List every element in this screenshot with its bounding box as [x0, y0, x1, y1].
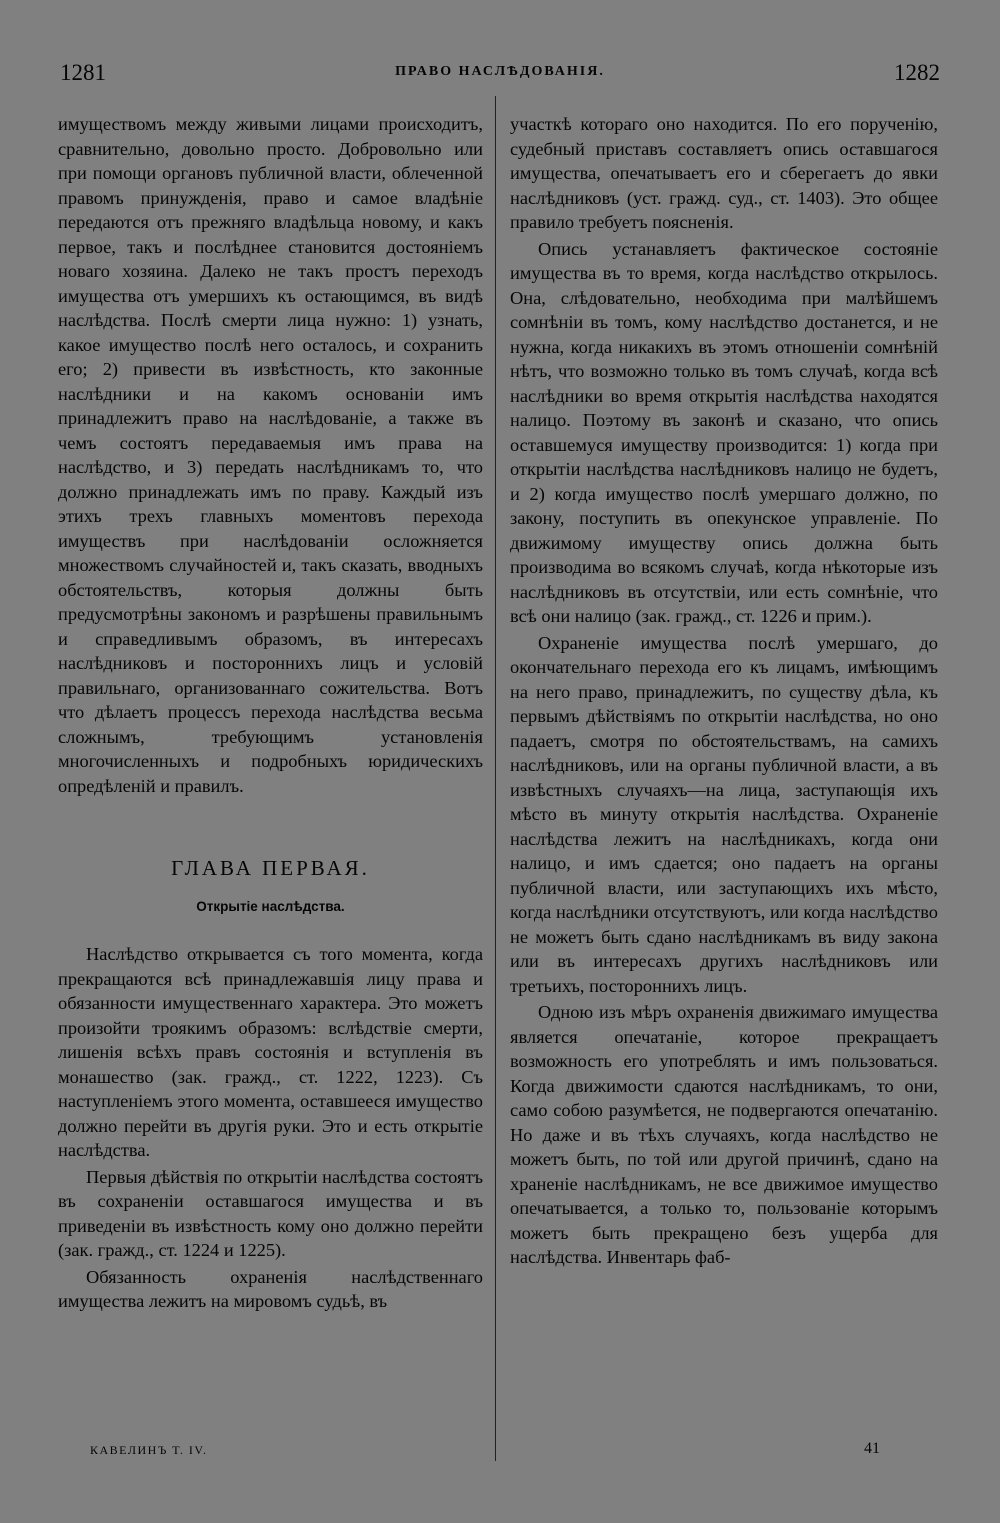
- chapter-subtitle: Открытіе наслѣдства.: [196, 899, 345, 914]
- left-paragraph-2: Наслѣдство открывается съ того момента, когда прекращаются всѣ принадлежавшія лицу права и обязанности имущественнаго характера. Это можетъ произойти троякимъ образомъ: вслѣдствіе смерти, лишенія всѣхъ правъ состоянія и вступленія въ монашество (зак. гражд., ст. 1222, 1223). Съ наступленіемъ этого момента, оставшееся имущество должно перейти въ другія руки. Это и есть открытіе наслѣдства.: [58, 944, 483, 1160]
- page-header: [60, 60, 940, 90]
- running-title: ПРАВО НАСЛѢДОВАНІЯ.: [395, 64, 605, 79]
- left-paragraph-4: Обязанность охраненія наслѣдственнаго имущества лежитъ на мировомъ судьѣ, въ: [58, 1266, 483, 1311]
- sheet-number: 41: [864, 1440, 880, 1457]
- right-paragraph-1: участкѣ котораго оно находится. По его порученію, судебный приставъ составляетъ опись оставшагося имущества, опечатываетъ его и сберегаетъ до явки наслѣдниковъ (уст. гражд. суд., ст. 1403). Это общее правило требуетъ поясненія.: [510, 114, 938, 232]
- right-paragraph-2: Опись устанавляетъ фактическое состояніе имущества въ то время, когда наслѣдство открылось. Она, слѣдовательно, необходима при малѣйшемъ сомнѣніи въ томъ, кому наслѣдство достанется, и не нужна, когда никакихъ въ этомъ отношеніи сомнѣній нѣтъ, что возможно только въ томъ случаѣ, когда всѣ наслѣдники во время открытія наслѣдства находятся налицо. Поэтому въ законѣ и сказано, что опись оставшемуся имуществу производится: 1) когда при открытіи наслѣдства наслѣдниковъ налицо не будетъ, и 2) когда имущество послѣ умершаго должно, по закону, поступить въ опекунское управленіе. По движимому имуществу опись должна быть производима во всякомъ случаѣ, когда нѣкоторые изъ наслѣдниковъ въ отсутствіи, или есть сомнѣніе, что всѣ они налицо (зак. гражд., ст. 1226 и прим.).: [510, 238, 938, 626]
- chapter-title: ГЛАВА ПЕРВАЯ.: [171, 856, 370, 880]
- page-footer: [90, 1440, 880, 1463]
- left-page-number: 1281: [60, 60, 106, 85]
- signature-mark: КАВЕЛИНЪ Т. IV.: [90, 1443, 208, 1457]
- left-paragraph-3: Первыя дѣйствія по открытіи наслѣдства состоятъ въ сохраненіи оставшагося имущества и въ приведеніи въ извѣстность кому оно должно перейти (зак. гражд., ст. 1224 и 1225).: [58, 1166, 483, 1260]
- right-paragraph-3: Охраненіе имущества послѣ умершаго, до окончательнаго перехода его къ лицамъ, имѣющимъ на него право, принадлежитъ, по существу дѣла, къ первымъ дѣйствіямъ по открытіи наслѣдства, но оно падаетъ, смотря по обстоятельствамъ, на самихъ наслѣдниковъ, или на органы публичной власти, а въ извѣстныхъ случаяхъ—на лица, заступающія ихъ мѣсто въ минуту открытія наслѣдства. Охраненіе наслѣдства лежитъ на наслѣдникахъ, когда они налицо, и имъ сдается; оно падаетъ на органы публичной власти, или заступающихъ ихъ мѣсто, когда наслѣдники отсутствуютъ, или когда наслѣдство не можетъ быть сдано наслѣдникамъ въ виду закона или въ интересахъ другихъ наслѣдниковъ или третьихъ, постороннихъ лицъ.: [510, 632, 939, 996]
- left-column: [58, 112, 483, 1316]
- right-paragraph-4: Одною изъ мѣръ охраненія движимаго имущества является опечатаніе, которое прекращаетъ возможность его употреблять и имъ пользоваться. Когда движимости сдаются наслѣдникамъ, то они, само собою разумѣется, не подвергаются опечатанію. Но даже и въ тѣхъ случаяхъ, когда наслѣдство не можетъ быть, по той или другой причинѣ, сдано на храненіе наслѣдникамъ, не все движимое имущество опечатывается, а только то, пользованіе которымъ можетъ быть прекращено безъ ущерба для наслѣдства. Инвентарь фаб-: [510, 1002, 938, 1267]
- left-paragraph-1: имуществомъ между живыми лицами происходитъ, сравнительно, довольно просто. Добровольно или при помощи органовъ публичной власти, облеченной правомъ принужденія, право и самое владѣніе передаются отъ прежняго владѣльца новому, и какъ первое, такъ и послѣднее становится достояніемъ новаго хозяина. Далеко не такъ простъ переходъ имущества отъ умершихъ къ остающимся, въ видѣ наслѣдства. Послѣ смерти лица нужно: 1) узнать, какое имущество послѣ него осталось, и сохранить его; 2) привести въ извѣстность, кто законные наслѣдники и на какомъ основаніи имъ принадлежитъ право на наслѣдованіе, а также въ чемъ состоятъ передаваемыя имъ права на наслѣдство, и 3) передать наслѣдникамъ то, что должно принадлежать имъ по праву. Каждый изъ этихъ трехъ главныхъ моментовъ перехода имуществъ при наслѣдованіи осложняется множествомъ случайностей и, такъ сказать, вводныхъ обстоятельствъ, которыя должны быть предусмотрѣны закономъ и разрѣшены правильнымъ и справедливымъ образомъ, въ интересахъ наслѣдниковъ и постороннихъ лицъ и условій правильнаго, организованнаго сожительства. Вотъ что дѣлаетъ процессъ перехода наслѣдства весьма сложнымъ, требующимъ установленія многочисленныхъ и подробныхъ юридическихъ опредѣленій и правилъ.: [58, 114, 483, 796]
- right-page-number: 1282: [894, 60, 940, 85]
- right-column: [510, 112, 938, 1272]
- column-divider: [495, 96, 496, 1461]
